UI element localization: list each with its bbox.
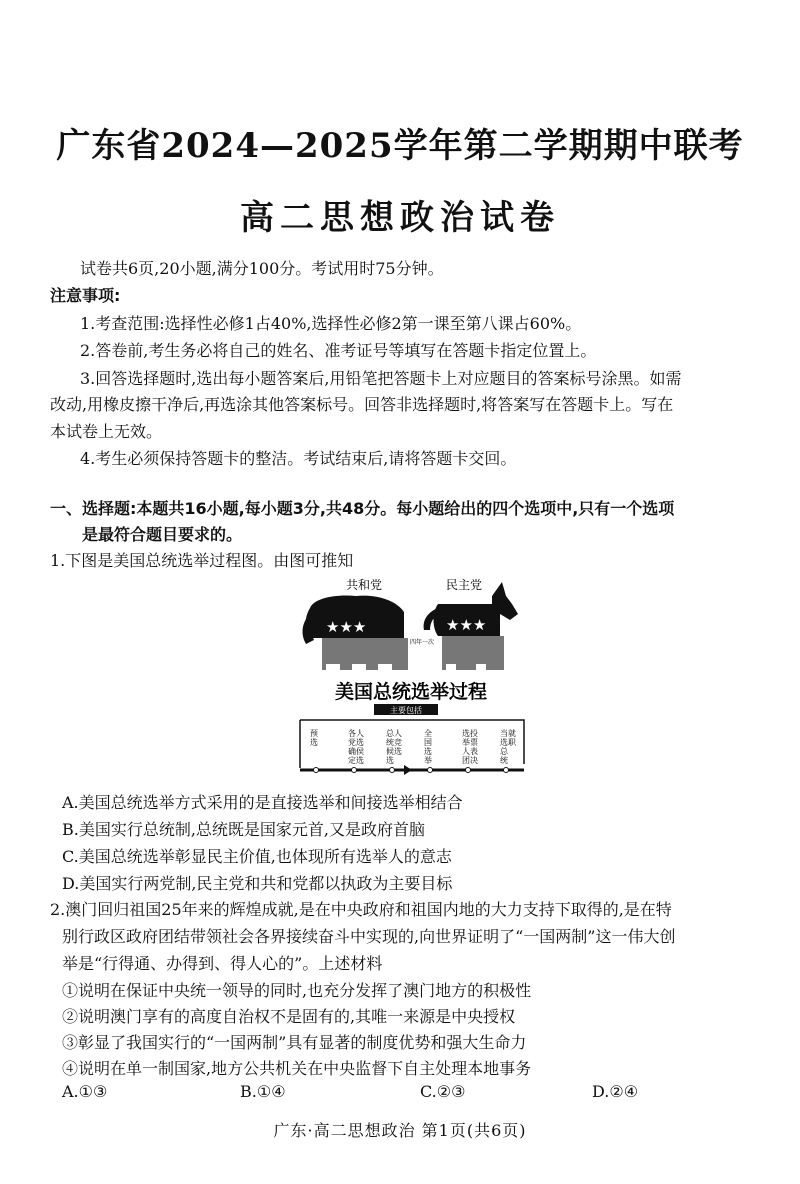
section-heading: 一、选择题:本题共16小题,每小题3分,共48分。每小题给出的四个选项中,只有一个选项 [50,499,675,518]
process-step-text: 确侯 [348,747,364,756]
notes-heading: 注意事项: [50,286,121,305]
q2-stem-2: 别行政区政府团结带领社会各界接续奋斗中实现的,向世界证明了“一国两制”这一伟大创 [62,927,676,946]
elephant-stars: ★★★ [326,618,367,636]
note-4: 4.考生必须保持答题卡的整洁。考试结束后,请将答题卡交回。 [80,449,517,468]
process-step-text: 人表 [462,747,478,756]
process-step-text: 党选 [348,738,364,747]
process-step-dot [504,768,509,773]
note-3: 3.回答选择题时,选出每小题答案后,用铅笔把答题卡上对应题目的答案标号涂黑。如需 [80,369,682,388]
process-step-text: 统 [500,756,508,765]
process-step-text: 当就 [500,729,516,738]
figure-title: 美国总统选举过程 [334,681,488,703]
q2-option-a[interactable]: A.①③ [62,1082,108,1101]
exam-intro: 试卷共6页,20小题,满分100分。考试用时75分钟。 [80,259,444,278]
process-steps [310,728,517,773]
republican-label: 共和党 [346,578,383,592]
process-step-dot [428,768,433,773]
q1-option-d[interactable]: D.美国实行两党制,民主党和共和党都以执政为主要目标 [62,874,453,893]
process-step-text: 候选 [386,747,402,756]
section-heading-cont: 是最符合题目要求的。 [82,525,243,544]
side-note: 四年一次 [410,639,435,646]
process-step-text: 选 [310,738,318,747]
q1-option-c[interactable]: C.美国总统选举彰显民主价值,也体现所有选举人的意志 [62,847,452,866]
process-step-text: 统竞 [386,738,402,747]
q2-option-c[interactable]: C.②③ [420,1082,466,1101]
process-step-text: 选 [386,756,394,765]
process-step-dot [352,768,357,773]
exam-title: 广东省2024—2025学年第二学期期中联考 [56,126,744,166]
process-step-dot [390,768,395,773]
q2-statement-4: ④说明在单一制国家,地方公共机关在中央监督下自主处理本地事务 [62,1059,532,1078]
exam-subtitle: 高二思想政治试卷 [240,198,560,238]
banner-text: 主要包括 [390,706,422,715]
q2-statement-3: ③彰显了我国实行的“一国两制”具有显著的制度优势和强大生命力 [62,1033,527,1052]
process-arrow-icon [404,765,412,775]
process-step-text: 定选 [348,756,364,765]
donkey-stars: ★★★ [446,616,487,634]
process-step-text: 选职 [500,738,516,747]
democrat-label: 民主党 [446,578,483,592]
process-step-text: 预 [310,729,318,738]
donkey-icon [424,582,518,672]
page-footer: 广东·高二思想政治 第1页(共6页) [273,1121,527,1140]
process-step-text: 选 [424,747,432,756]
q1-stem: 1.下图是美国总统选举过程图。由图可推知 [50,551,354,570]
q2-option-d[interactable]: D.②④ [592,1082,639,1101]
note-3-end: 本试卷上无效。 [50,422,163,441]
q2-statement-2: ②说明澳门享有的高度自治权不是固有的,其唯一来源是中央授权 [62,1007,516,1026]
process-step-dot [466,768,471,773]
q2-stem-3: 举是“行得通、办得到、得人心的”。上述材料 [62,954,383,973]
process-step-text: 选投 [462,729,478,738]
q1-option-a[interactable]: A.美国总统选举方式采用的是直接选举和间接选举相结合 [62,793,463,812]
process-step-text: 团决 [462,756,478,765]
process-step-text: 举 [424,756,432,765]
process-step-text: 总人 [386,729,402,738]
q2-statement-1: ①说明在保证中央统一领导的同时,也充分发挥了澳门地方的积极性 [62,981,532,1000]
note-2: 2.答卷前,考生务必将自己的姓名、准考证号等填写在答题卡指定位置上。 [80,341,597,360]
elephant-icon [303,596,408,673]
process-step-text: 国 [424,738,432,747]
q1-option-b[interactable]: B.美国实行总统制,总统既是国家元首,又是政府首脑 [62,820,426,839]
process-step-text: 全 [424,729,432,738]
election-process-figure [296,574,526,778]
process-step-text: 总 [500,747,508,756]
process-step-text: 举票 [462,738,478,747]
note-3-cont: 改动,用橡皮擦干净后,再选涂其他答案标号。回答非选择题时,将答案写在答题卡上。写在 [50,395,674,414]
process-step-text: 各人 [348,729,364,738]
q2-option-b[interactable]: B.①④ [240,1082,286,1101]
process-step-dot [314,768,319,773]
note-1: 1.考查范围:选择性必修1占40%,选择性必修2第一课至第八课占60%。 [80,314,582,333]
q2-stem-1: 2.澳门回归祖国25年来的辉煌成就,是在中央政府和祖国内地的大力支持下取得的,是在特 [50,900,672,919]
